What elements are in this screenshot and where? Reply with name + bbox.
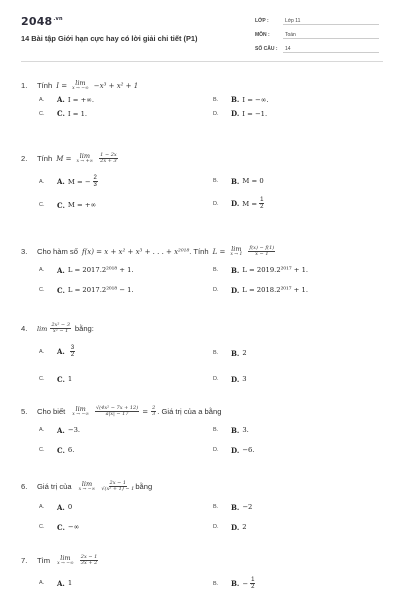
option-d[interactable] — [213, 523, 247, 532]
option-value: M = +∞ — [67, 201, 97, 209]
fraction — [50, 323, 71, 335]
option-b[interactable] — [213, 503, 252, 512]
limit-operator — [76, 153, 93, 164]
option-c[interactable] — [39, 375, 72, 384]
question-7 — [21, 555, 383, 599]
lhs: L = — [212, 247, 226, 256]
option-bold-letter: D. — [231, 374, 240, 384]
question-1 — [21, 80, 383, 121]
header-divider — [21, 61, 383, 62]
question-text-continued: . Giá trị của a bằng — [157, 407, 222, 417]
option-b[interactable] — [213, 95, 269, 104]
options — [21, 95, 383, 121]
meta-class — [255, 18, 379, 25]
option-letter: B. — [213, 96, 219, 103]
option-letter: D. — [213, 376, 219, 382]
math-expression — [76, 481, 136, 493]
meta-key: SỐ CÂU : — [255, 46, 278, 52]
option-bold-letter: A. — [57, 578, 65, 588]
option-bold-letter: C. — [57, 200, 65, 210]
option-a[interactable] — [39, 345, 75, 359]
option-value: 1 — [67, 579, 73, 587]
math-expression — [69, 406, 157, 418]
option-bold-letter: D. — [231, 199, 240, 209]
question-number: 7. — [21, 556, 28, 566]
math-expression — [82, 248, 189, 256]
numerator: 1 — [260, 196, 264, 203]
lhs: I = — [56, 81, 68, 90]
logo-text: 2048 — [21, 15, 53, 28]
option-bold-letter: A. — [57, 95, 65, 104]
fraction — [248, 246, 275, 258]
math-expression — [54, 555, 99, 567]
option-value: 0 — [67, 503, 73, 511]
option-bold-letter: A. — [57, 177, 65, 187]
numerator: 2x² − 3 — [51, 322, 70, 328]
lim-subscript: x → −∞ — [72, 411, 89, 417]
denominator: 2 — [251, 584, 255, 591]
option-a[interactable] — [39, 579, 72, 588]
question-text-continued: . Tính — [189, 247, 209, 257]
option-fraction — [93, 175, 98, 189]
denominator: 2 — [260, 204, 264, 211]
option-letter: C. — [39, 376, 45, 382]
option-fraction — [70, 345, 75, 359]
option-bold-letter: A. — [57, 347, 65, 357]
fraction — [101, 481, 134, 493]
option-letter: D. — [213, 447, 219, 453]
option-bold-letter: B. — [231, 176, 240, 186]
option-a[interactable] — [39, 503, 72, 512]
math-expression — [213, 246, 277, 258]
option-value: 2 — [242, 523, 247, 531]
option-d[interactable] — [213, 197, 264, 211]
options — [21, 345, 383, 385]
denominator: √(x² + 1) − 1 — [101, 486, 135, 493]
options — [21, 426, 383, 460]
equals-sign: = — [142, 407, 149, 416]
option-value: M = — [242, 199, 258, 208]
question-number: 3. — [21, 247, 28, 257]
option-letter: A. — [39, 427, 45, 433]
lim-subscript: x → +∞ — [76, 158, 94, 164]
option-value: L = 2017.2²⁰¹⁸ + 1. — [67, 266, 134, 274]
denominator: a|x| − 17 — [105, 411, 129, 418]
math-expression — [56, 80, 138, 91]
option-bold-letter: D. — [231, 522, 240, 532]
option-letter: A. — [39, 348, 45, 355]
options — [21, 503, 383, 537]
option-letter: D. — [213, 524, 219, 530]
option-letter: B. — [213, 427, 219, 433]
function-definition: f(x) = x + x² + x³ + . . . + x²⁰¹⁸ — [81, 247, 190, 256]
option-a[interactable] — [39, 426, 80, 435]
option-bold-letter: C. — [57, 374, 65, 384]
lim-label: lim — [75, 405, 86, 414]
question-text: Tính — [37, 154, 53, 164]
option-letter: A. — [39, 580, 45, 586]
limit-operator — [230, 246, 242, 257]
question-number: 5. — [21, 407, 28, 417]
lim-label: lim — [79, 152, 90, 161]
option-value: 6. — [67, 446, 75, 454]
option-d[interactable] — [213, 375, 247, 384]
option-b[interactable] — [213, 577, 255, 591]
option-letter: A. — [39, 504, 45, 510]
denominator: 2 — [70, 352, 75, 359]
lim-label: lim — [60, 554, 71, 563]
question-3 — [21, 246, 383, 300]
option-fraction — [259, 197, 264, 211]
question-text: Cho biết — [37, 407, 66, 417]
option-bold-letter: C. — [57, 109, 65, 118]
numerator: 3 — [70, 344, 75, 351]
question-5 — [21, 406, 383, 460]
question-text: Cho hàm số — [37, 247, 78, 257]
option-d[interactable] — [213, 446, 254, 455]
numerator: 2 — [93, 174, 97, 181]
lim-subscript: x → 1 — [230, 251, 243, 257]
option-a[interactable] — [39, 95, 94, 104]
option-value: L = 2019.2²⁰¹⁷ + 1. — [242, 266, 309, 274]
fraction — [95, 406, 139, 418]
denominator: x² − 1 — [52, 328, 69, 335]
option-letter: C. — [39, 524, 45, 530]
question-number: 4. — [21, 324, 28, 334]
option-a[interactable] — [39, 175, 98, 189]
denominator: 3x + 2 — [80, 560, 98, 567]
question-text: Tính — [37, 81, 53, 90]
option-a[interactable] — [39, 266, 134, 275]
site-logo[interactable] — [21, 15, 63, 28]
logo-suffix: .vn — [53, 16, 63, 23]
option-letter: C. — [39, 202, 45, 208]
option-letter: C. — [39, 287, 45, 293]
option-bold-letter: B. — [231, 502, 240, 512]
option-bold-letter: B. — [231, 348, 240, 358]
meta-value: Lớp 11 — [283, 18, 379, 25]
option-bold-letter: D. — [231, 445, 240, 455]
option-bold-letter: A. — [57, 265, 65, 275]
option-letter: C. — [39, 447, 45, 453]
option-value: I = 1. — [67, 109, 88, 118]
option-value: −6. — [242, 446, 255, 454]
question-text-continued: bằng — [135, 482, 153, 492]
option-value: M = 0 — [242, 177, 264, 185]
option-value: 3 — [242, 375, 247, 383]
option-d[interactable] — [213, 286, 308, 295]
lim-subscript: x → −∞ — [72, 85, 89, 91]
option-letter: B. — [213, 350, 219, 356]
option-letter: B. — [213, 580, 219, 587]
option-bold-letter: D. — [231, 285, 240, 295]
option-bold-letter: C. — [57, 522, 65, 532]
meta-subject — [255, 32, 379, 39]
question-text: Giá trị của — [37, 482, 72, 492]
numerator: 2x − 1 — [109, 480, 127, 486]
option-letter: B. — [213, 178, 219, 184]
limit-operator — [79, 481, 96, 492]
numerator: f(x) − f(1) — [249, 245, 275, 251]
options — [21, 169, 383, 213]
option-c[interactable] — [39, 109, 87, 118]
option-c[interactable] — [39, 201, 96, 210]
option-letter: D. — [213, 110, 219, 117]
lim-label: lim — [75, 79, 86, 87]
question-2 — [21, 153, 383, 213]
option-bold-letter: C. — [57, 285, 65, 295]
page-header — [0, 0, 400, 64]
option-c[interactable] — [39, 286, 134, 295]
lim-label: lim — [231, 245, 242, 254]
option-bold-letter: B. — [231, 265, 240, 275]
numerator: 1 − 2x — [100, 152, 117, 158]
question-number: 6. — [21, 482, 28, 492]
numerator: 2x − 1 — [80, 554, 98, 560]
option-fraction — [250, 577, 255, 591]
option-letter: D. — [213, 287, 219, 293]
lim-subscript: x → −∞ — [78, 486, 96, 492]
math-expression — [37, 323, 72, 335]
fraction — [80, 555, 99, 567]
meta-question-count — [255, 46, 379, 53]
option-value: −2 — [242, 503, 253, 511]
document-title: 14 Bài tập Giới hạn cực hay có lời giải chi tiết (P1) — [21, 34, 198, 43]
option-bold-letter: A. — [57, 425, 65, 435]
option-c[interactable] — [39, 446, 74, 455]
meta-key: LỚP : — [255, 18, 269, 24]
option-letter: C. — [39, 110, 45, 117]
option-letter: A. — [39, 267, 45, 273]
denominator: x − 1 — [255, 251, 269, 258]
option-value: M = − — [67, 177, 91, 186]
meta-value: Toán — [283, 32, 379, 39]
option-value: − — [242, 579, 249, 588]
option-b[interactable] — [213, 426, 249, 435]
option-bold-letter: B. — [231, 425, 240, 435]
question-text: Tìm — [37, 556, 51, 566]
denominator: 3 — [152, 411, 156, 418]
option-letter: B. — [213, 504, 219, 510]
option-value: I = −∞. — [242, 95, 269, 104]
option-bold-letter: D. — [231, 109, 240, 118]
option-bold-letter: B. — [231, 95, 240, 104]
meta-value: 14 — [283, 46, 379, 53]
lim-label: lim — [81, 480, 93, 489]
question-text: bằng: — [74, 324, 94, 334]
limit-operator — [72, 80, 89, 91]
question-6 — [21, 481, 383, 537]
question-number: 1. — [21, 81, 28, 90]
option-b[interactable] — [213, 266, 308, 275]
option-b[interactable] — [213, 177, 264, 186]
math-expression — [56, 153, 119, 165]
option-value: I = +∞. — [67, 95, 95, 104]
option-value: −3. — [67, 426, 81, 434]
option-value: 2 — [242, 349, 247, 357]
lim-label: lim — [37, 324, 48, 333]
option-value: I = −1. — [242, 109, 268, 118]
option-value: L = 2018.2²⁰¹⁷ + 1. — [242, 286, 308, 294]
limit-operator — [57, 555, 74, 566]
numerator: 1 — [251, 576, 255, 583]
option-d[interactable] — [213, 109, 267, 118]
question-4 — [21, 323, 383, 385]
option-value: 1 — [67, 375, 73, 383]
option-value: −∞ — [67, 523, 80, 531]
question-number: 2. — [21, 154, 28, 164]
option-bold-letter: A. — [57, 502, 65, 512]
option-letter: A. — [39, 178, 45, 185]
option-letter: B. — [213, 267, 219, 273]
option-letter: A. — [39, 96, 45, 103]
denominator: 2x + 3 — [100, 158, 117, 165]
options — [21, 266, 383, 300]
option-c[interactable] — [39, 523, 79, 532]
numerator: 2 — [152, 405, 156, 411]
denominator: 3 — [93, 182, 97, 189]
numerator: √(4x² − 7x + 12) — [96, 405, 139, 411]
lim-subscript: x → −∞ — [57, 560, 74, 566]
lhs: M = — [56, 154, 72, 163]
option-b[interactable] — [213, 349, 247, 358]
limit-operator — [72, 406, 89, 417]
fraction — [99, 153, 118, 165]
option-bold-letter: B. — [231, 579, 240, 589]
options — [21, 577, 383, 599]
option-bold-letter: C. — [57, 445, 65, 455]
limit-expression: −x³ + x² + 1 — [93, 81, 139, 90]
fraction — [151, 406, 156, 418]
option-value: L = 2017.2²⁰¹⁸ − 1. — [67, 286, 134, 294]
meta-key: MÔN : — [255, 32, 270, 38]
option-value: 3. — [242, 426, 249, 434]
option-letter: D. — [213, 200, 219, 207]
